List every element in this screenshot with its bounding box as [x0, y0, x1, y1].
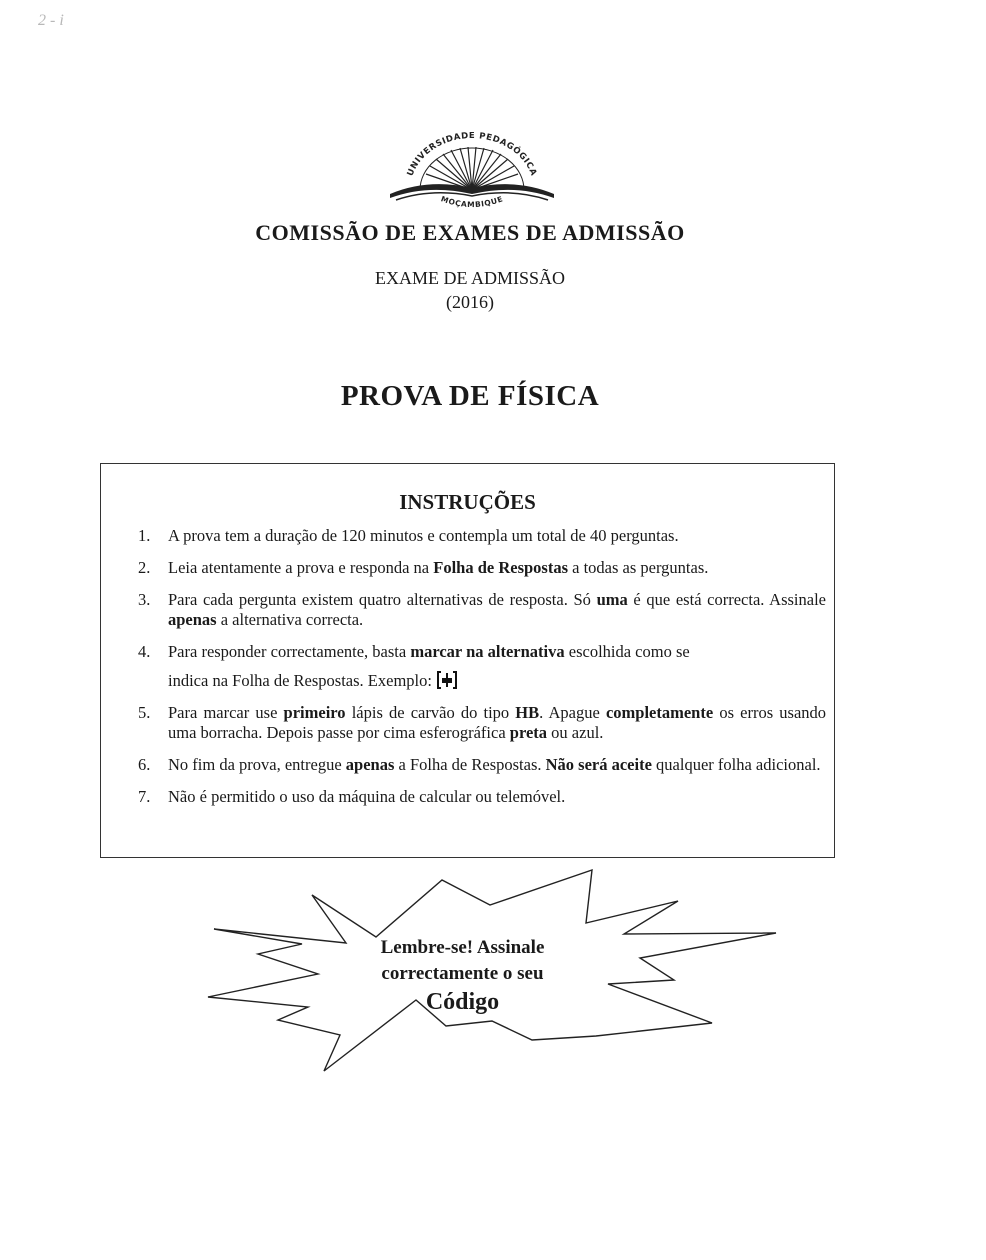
instruction-item [101, 526, 834, 546]
instruction-text: escolhida como se [564, 642, 690, 661]
instruction-text [168, 670, 826, 691]
instruction-text: a todas as perguntas. [568, 558, 709, 577]
instruction-number: 5. [138, 703, 151, 722]
exam-year: (2016) [446, 292, 494, 312]
marked-answer-example-icon [436, 670, 458, 690]
instruction-item [101, 787, 834, 807]
reminder-text [330, 935, 595, 1017]
instruction-text: Leia atentamente a prova e responda na [168, 558, 434, 577]
instruction-text: Para responder correctamente, basta [168, 642, 411, 661]
instruction-item [101, 642, 834, 691]
reminder-line-3: Código [425, 989, 500, 1015]
commission-title: COMISSÃO DE EXAMES DE ADMISSÃO [255, 220, 685, 245]
instruction-number: 7. [138, 787, 151, 806]
instruction-item [101, 558, 834, 578]
instruction-item [101, 755, 834, 775]
instruction-text: é que está correcta. Assinale [627, 590, 826, 609]
instruction-text: a alternativa correcta. [216, 610, 364, 629]
instruction-emphasis: apenas [168, 610, 217, 629]
svg-text:MOÇAMBIQUE: MOÇAMBIQUE [439, 194, 505, 210]
university-seal-logo [388, 132, 556, 218]
instruction-number: 6. [138, 755, 151, 774]
instruction-emphasis: preta [509, 723, 548, 742]
instruction-text: ou azul. [547, 723, 604, 742]
instruction-number: 2. [138, 558, 151, 577]
instruction-emphasis: completamente [605, 703, 714, 722]
instruction-text: qualquer folha adicional. [651, 755, 821, 774]
instruction-text: lápis de carvão do tipo [345, 703, 516, 722]
corner-pencil-mark: 2 - i [38, 12, 64, 29]
instructions-heading: INSTRUÇÕES [399, 490, 536, 514]
instructions-list [101, 526, 834, 819]
exam-title: EXAME DE ADMISSÃO [374, 268, 565, 288]
instruction-item [101, 703, 834, 743]
instruction-number: 1. [138, 526, 151, 545]
reminder-line-2: correctamente o seu [381, 963, 544, 984]
instruction-text: Para marcar use [168, 703, 284, 722]
instruction-number: 4. [138, 642, 151, 661]
reminder-line-1: Lembre-se! Assinale [380, 937, 545, 958]
instruction-emphasis: Não será aceite [545, 755, 652, 774]
instruction-emphasis: Folha de Respostas [433, 558, 569, 577]
instruction-text: os erros usando uma borracha. Depois passe por cima esferográfica [168, 703, 827, 742]
instruction-emphasis: marcar na alternativa [410, 642, 565, 661]
instruction-text: Para cada pergunta existem quatro alternativas de resposta. Só [168, 590, 597, 609]
instruction-emphasis: apenas [345, 755, 395, 774]
instruction-text: . Apague [539, 703, 606, 722]
instruction-emphasis: HB [515, 703, 540, 722]
instruction-text: A prova tem a duração de 120 minutos e contempla um total de 40 perguntas. [168, 526, 679, 545]
instruction-text: a Folha de Respostas. [394, 755, 546, 774]
subject-title: PROVA DE FÍSICA [340, 380, 600, 412]
instruction-text: Não é permitido o uso da máquina de calcular ou telemóvel. [168, 787, 566, 806]
instructions-box [100, 463, 835, 858]
instruction-emphasis: primeiro [283, 703, 346, 722]
instruction-item [101, 590, 834, 630]
instruction-emphasis: uma [596, 590, 628, 609]
instruction-number: 3. [138, 590, 151, 609]
instruction-text-line: indica na Folha de Respostas. Exemplo: [168, 671, 432, 690]
instruction-text: No fim da prova, entregue [168, 755, 346, 774]
svg-text:UNIVERSIDADE PEDAGÓGICA: UNIVERSIDADE PEDAGÓGICA [405, 132, 539, 178]
